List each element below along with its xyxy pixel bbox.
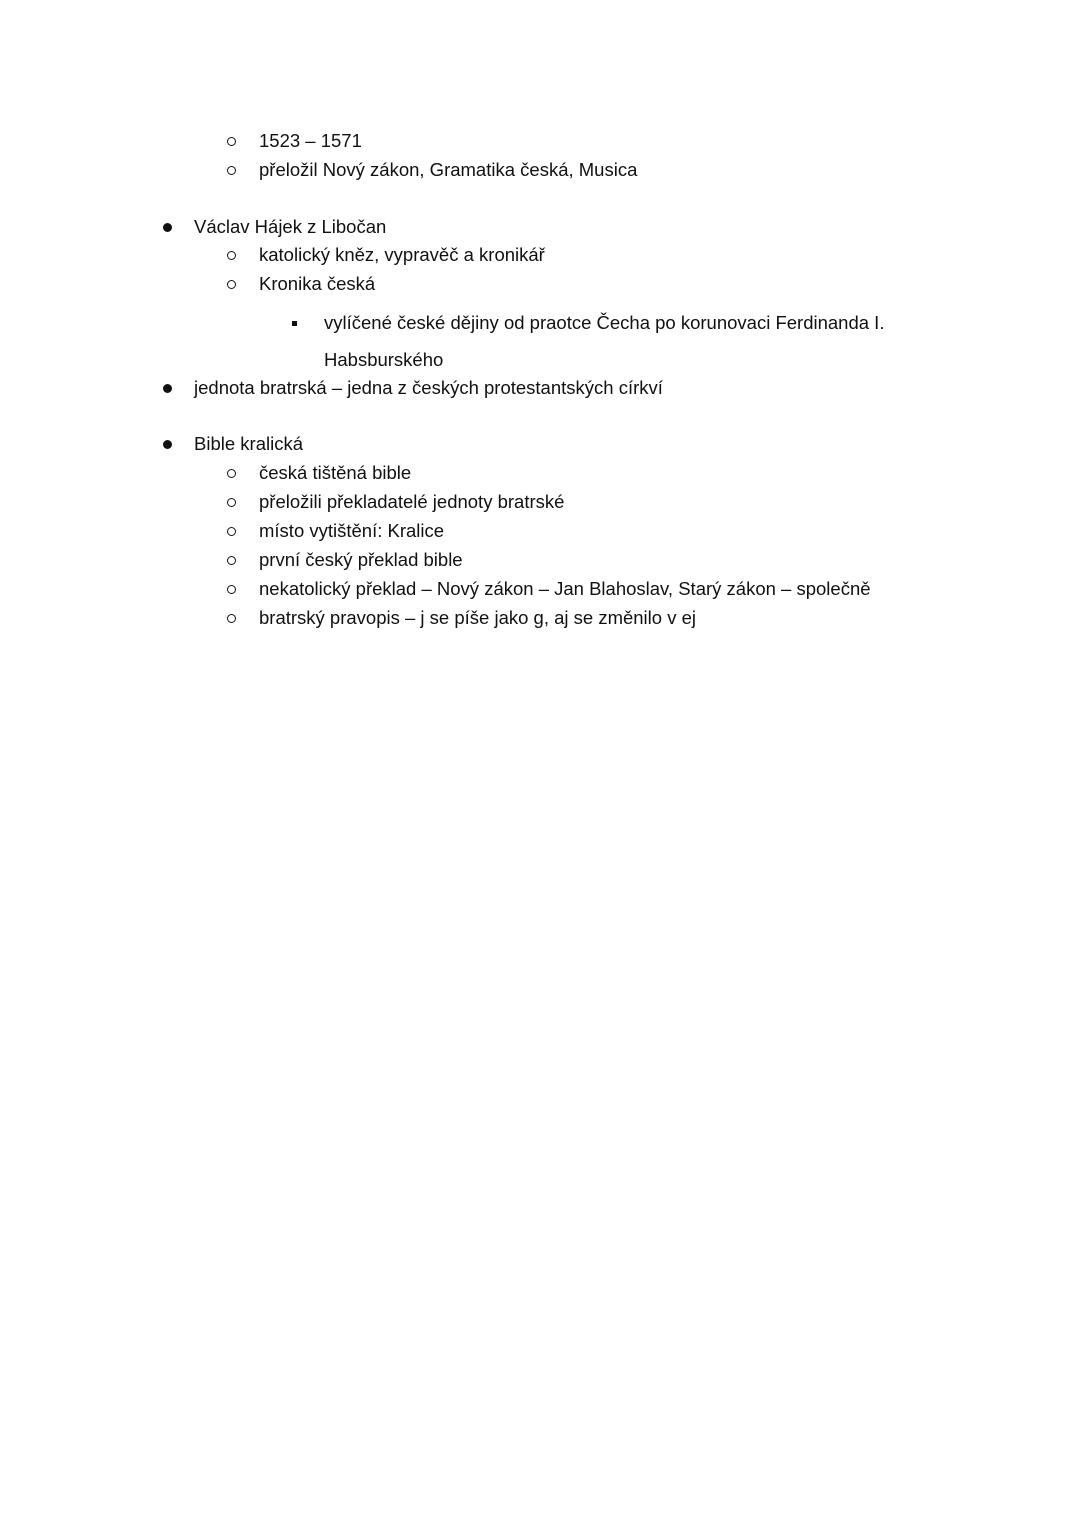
- circle-bullet-icon: [227, 280, 236, 289]
- list-item: česká tištěná bible: [259, 462, 412, 483]
- list-item: Václav Hájek z Libočan: [194, 216, 387, 237]
- circle-bullet-icon: [227, 498, 236, 507]
- circle-bullet-icon: [227, 469, 236, 478]
- circle-bullet-icon: [227, 251, 236, 260]
- circle-bullet-icon: [227, 527, 236, 536]
- list-item: vylíčené české dějiny od praotce Čecha po korunovaci Ferdinanda I.: [324, 312, 885, 333]
- disc-bullet-icon: [163, 440, 172, 449]
- list-item: Bible kralická: [194, 433, 303, 454]
- circle-bullet-icon: [227, 556, 236, 565]
- square-bullet-icon: [292, 321, 297, 326]
- circle-bullet-icon: [227, 166, 236, 175]
- list-item: 1523 – 1571: [259, 130, 362, 151]
- disc-bullet-icon: [163, 384, 172, 393]
- list-item: katolický kněz, vypravěč a kronikář: [259, 244, 545, 265]
- list-item: Kronika česká: [259, 273, 376, 294]
- list-item: jednota bratrská – jedna z českých protestantských církví: [194, 377, 663, 398]
- list-item: první český překlad bible: [259, 549, 463, 570]
- circle-bullet-icon: [227, 614, 236, 623]
- circle-bullet-icon: [227, 585, 236, 594]
- list-item-continuation: Habsburského: [324, 349, 444, 370]
- list-item: přeložil Nový zákon, Gramatika česká, Musica: [259, 159, 638, 180]
- list-item: přeložili překladatelé jednoty bratrské: [259, 491, 565, 512]
- circle-bullet-icon: [227, 137, 236, 146]
- list-item: místo vytištění: Kralice: [259, 520, 445, 541]
- disc-bullet-icon: [163, 223, 172, 232]
- list-item: nekatolický překlad – Nový zákon – Jan Blahoslav, Starý zákon – společně: [259, 578, 871, 599]
- list-item: bratrský pravopis – j se píše jako g, aj se změnilo v ej: [259, 607, 696, 628]
